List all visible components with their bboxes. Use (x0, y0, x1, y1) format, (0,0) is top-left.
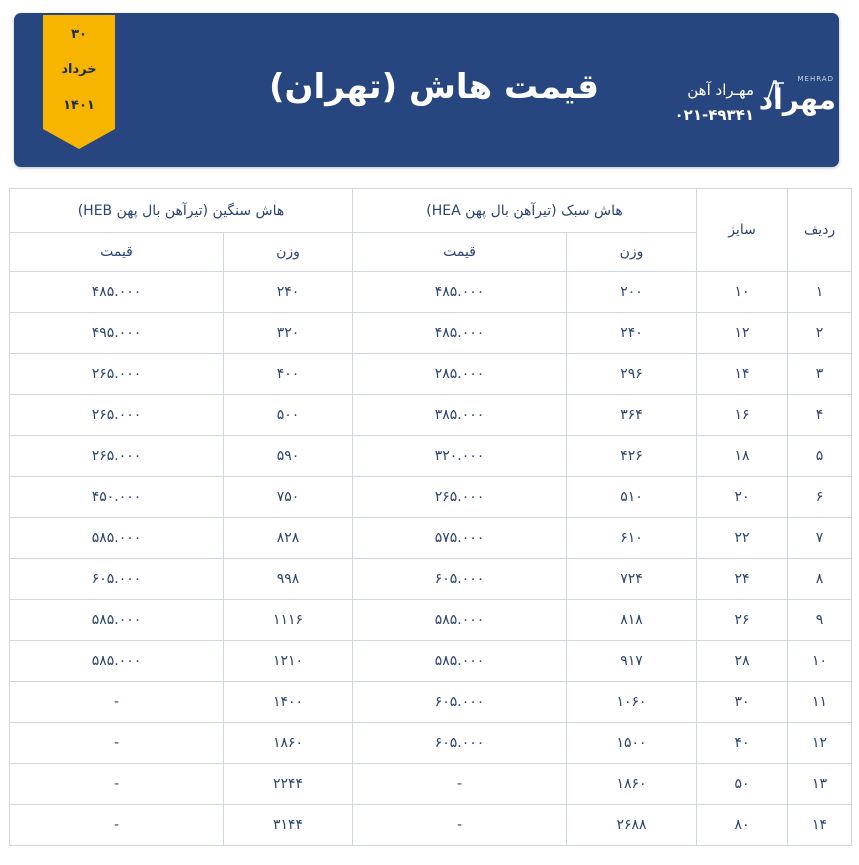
header-heb-price: قیمت (10, 233, 224, 272)
heb-price-cell: ۶۰۵.۰۰۰ (10, 559, 224, 600)
hea-weight-cell: ۳۶۴ (567, 395, 697, 436)
header-hea-price: قیمت (353, 233, 567, 272)
size-cell: ۱۸ (697, 436, 788, 477)
hea-weight-cell: ۲۹۶ (567, 354, 697, 395)
heb-weight-cell: ۹۹۸ (224, 559, 353, 600)
hea-weight-cell: ۴۲۶ (567, 436, 697, 477)
row-number: ۱۰ (788, 641, 852, 682)
hea-price-cell: - (353, 764, 567, 805)
hea-price-cell: ۶۰۵.۰۰۰ (353, 682, 567, 723)
heb-weight-cell: ۱۸۶۰ (224, 723, 353, 764)
hea-weight-cell: ۲۰۰ (567, 272, 697, 313)
hea-price-cell: - (353, 805, 567, 846)
header-heb-weight: وزن (224, 233, 353, 272)
table-row (10, 313, 852, 354)
size-cell: ۱۲ (697, 313, 788, 354)
date-year: ۱۴۰۱ (63, 98, 95, 113)
hea-weight-cell: ۹۱۷ (567, 641, 697, 682)
hea-price-cell: ۶۰۵.۰۰۰ (353, 559, 567, 600)
size-cell: ۸۰ (697, 805, 788, 846)
table-row (10, 682, 852, 723)
heb-price-cell: ۲۶۵.۰۰۰ (10, 395, 224, 436)
logo-text-fa: مهراد (758, 83, 836, 116)
row-number: ۱۲ (788, 723, 852, 764)
date-ribbon (43, 15, 115, 149)
size-cell: ۱۶ (697, 395, 788, 436)
row-number: ۹ (788, 600, 852, 641)
table-row (10, 559, 852, 600)
heb-price-cell: - (10, 682, 224, 723)
size-cell: ۴۰ (697, 723, 788, 764)
hea-price-cell: ۳۲۰.۰۰۰ (353, 436, 567, 477)
price-table (9, 188, 852, 846)
table-row (10, 477, 852, 518)
row-number: ۱۴ (788, 805, 852, 846)
date-day: ۳۰ (71, 27, 87, 42)
table-row (10, 641, 852, 682)
heb-weight-cell: ۲۴۰ (224, 272, 353, 313)
hea-weight-cell: ۱۰۶۰ (567, 682, 697, 723)
row-number: ۴ (788, 395, 852, 436)
hea-price-cell: ۳۸۵.۰۰۰ (353, 395, 567, 436)
date-month: خرداد (61, 62, 97, 77)
row-number: ۲ (788, 313, 852, 354)
hea-weight-cell: ۸۱۸ (567, 600, 697, 641)
heb-weight-cell: ۱۲۱۰ (224, 641, 353, 682)
heb-price-cell: ۴۸۵.۰۰۰ (10, 272, 224, 313)
row-number: ۱۳ (788, 764, 852, 805)
heb-price-cell: ۵۸۵.۰۰۰ (10, 518, 224, 559)
header-group-heb: هاش سنگین (تیرآهن بال پهن HEB) (10, 189, 353, 233)
table-row (10, 436, 852, 477)
heb-weight-cell: ۳۱۴۴ (224, 805, 353, 846)
hea-weight-cell: ۶۱۰ (567, 518, 697, 559)
brand-name: مهـراد آهن (687, 81, 754, 99)
size-cell: ۱۰ (697, 272, 788, 313)
row-number: ۸ (788, 559, 852, 600)
heb-weight-cell: ۵۰۰ (224, 395, 353, 436)
hea-weight-cell: ۵۱۰ (567, 477, 697, 518)
table-row (10, 805, 852, 846)
hea-weight-cell: ۱۵۰۰ (567, 723, 697, 764)
table-row (10, 764, 852, 805)
header-row-number: ردیف (788, 189, 852, 272)
hea-price-cell: ۴۸۵.۰۰۰ (353, 272, 567, 313)
heb-price-cell: - (10, 723, 224, 764)
size-cell: ۲۲ (697, 518, 788, 559)
logo-text-en: MEHRAD (797, 75, 834, 83)
row-number: ۷ (788, 518, 852, 559)
hea-price-cell: ۵۷۵.۰۰۰ (353, 518, 567, 559)
size-cell: ۳۰ (697, 682, 788, 723)
heb-price-cell: - (10, 805, 224, 846)
hea-price-cell: ۵۸۵.۰۰۰ (353, 600, 567, 641)
header-hea-weight: وزن (567, 233, 697, 272)
hea-weight-cell: ۷۲۴ (567, 559, 697, 600)
hea-weight-cell: ۲۴۰ (567, 313, 697, 354)
heb-weight-cell: ۷۵۰ (224, 477, 353, 518)
hea-price-cell: ۲۸۵.۰۰۰ (353, 354, 567, 395)
table-row (10, 354, 852, 395)
row-number: ۶ (788, 477, 852, 518)
table-row (10, 395, 852, 436)
heb-price-cell: ۴۹۵.۰۰۰ (10, 313, 224, 354)
table-row (10, 600, 852, 641)
table-row (10, 272, 852, 313)
hea-weight-cell: ۲۶۸۸ (567, 805, 697, 846)
table-row (10, 518, 852, 559)
heb-price-cell: ۲۶۵.۰۰۰ (10, 436, 224, 477)
hea-price-cell: ۶۰۵.۰۰۰ (353, 723, 567, 764)
size-cell: ۱۴ (697, 354, 788, 395)
brand-phone: ۰۲۱-۴۹۳۴۱ (674, 106, 754, 124)
page-title: قیمت هاش (تهران) (269, 67, 599, 107)
heb-weight-cell: ۱۱۱۶ (224, 600, 353, 641)
heb-price-cell: ۲۶۵.۰۰۰ (10, 354, 224, 395)
hea-price-cell: ۵۸۵.۰۰۰ (353, 641, 567, 682)
size-cell: ۲۸ (697, 641, 788, 682)
brand-logo (758, 75, 838, 127)
size-cell: ۲۶ (697, 600, 788, 641)
heb-price-cell: ۵۸۵.۰۰۰ (10, 600, 224, 641)
hea-price-cell: ۲۶۵.۰۰۰ (353, 477, 567, 518)
row-number: ۳ (788, 354, 852, 395)
header-banner (14, 13, 839, 167)
table-row (10, 723, 852, 764)
row-number: ۵ (788, 436, 852, 477)
header-size: سایز (697, 189, 788, 272)
hea-price-cell: ۴۸۵.۰۰۰ (353, 313, 567, 354)
heb-weight-cell: ۸۲۸ (224, 518, 353, 559)
row-number: ۱۱ (788, 682, 852, 723)
heb-weight-cell: ۱۴۰۰ (224, 682, 353, 723)
heb-weight-cell: ۲۲۴۴ (224, 764, 353, 805)
heb-weight-cell: ۵۹۰ (224, 436, 353, 477)
heb-weight-cell: ۴۰۰ (224, 354, 353, 395)
heb-price-cell: ۵۸۵.۰۰۰ (10, 641, 224, 682)
size-cell: ۵۰ (697, 764, 788, 805)
heb-price-cell: ۴۵۰.۰۰۰ (10, 477, 224, 518)
hea-weight-cell: ۱۸۶۰ (567, 764, 697, 805)
heb-weight-cell: ۳۲۰ (224, 313, 353, 354)
header-group-hea: هاش سبک (تیرآهن بال پهن HEA) (353, 189, 697, 233)
size-cell: ۲۰ (697, 477, 788, 518)
size-cell: ۲۴ (697, 559, 788, 600)
heb-price-cell: - (10, 764, 224, 805)
row-number: ۱ (788, 272, 852, 313)
